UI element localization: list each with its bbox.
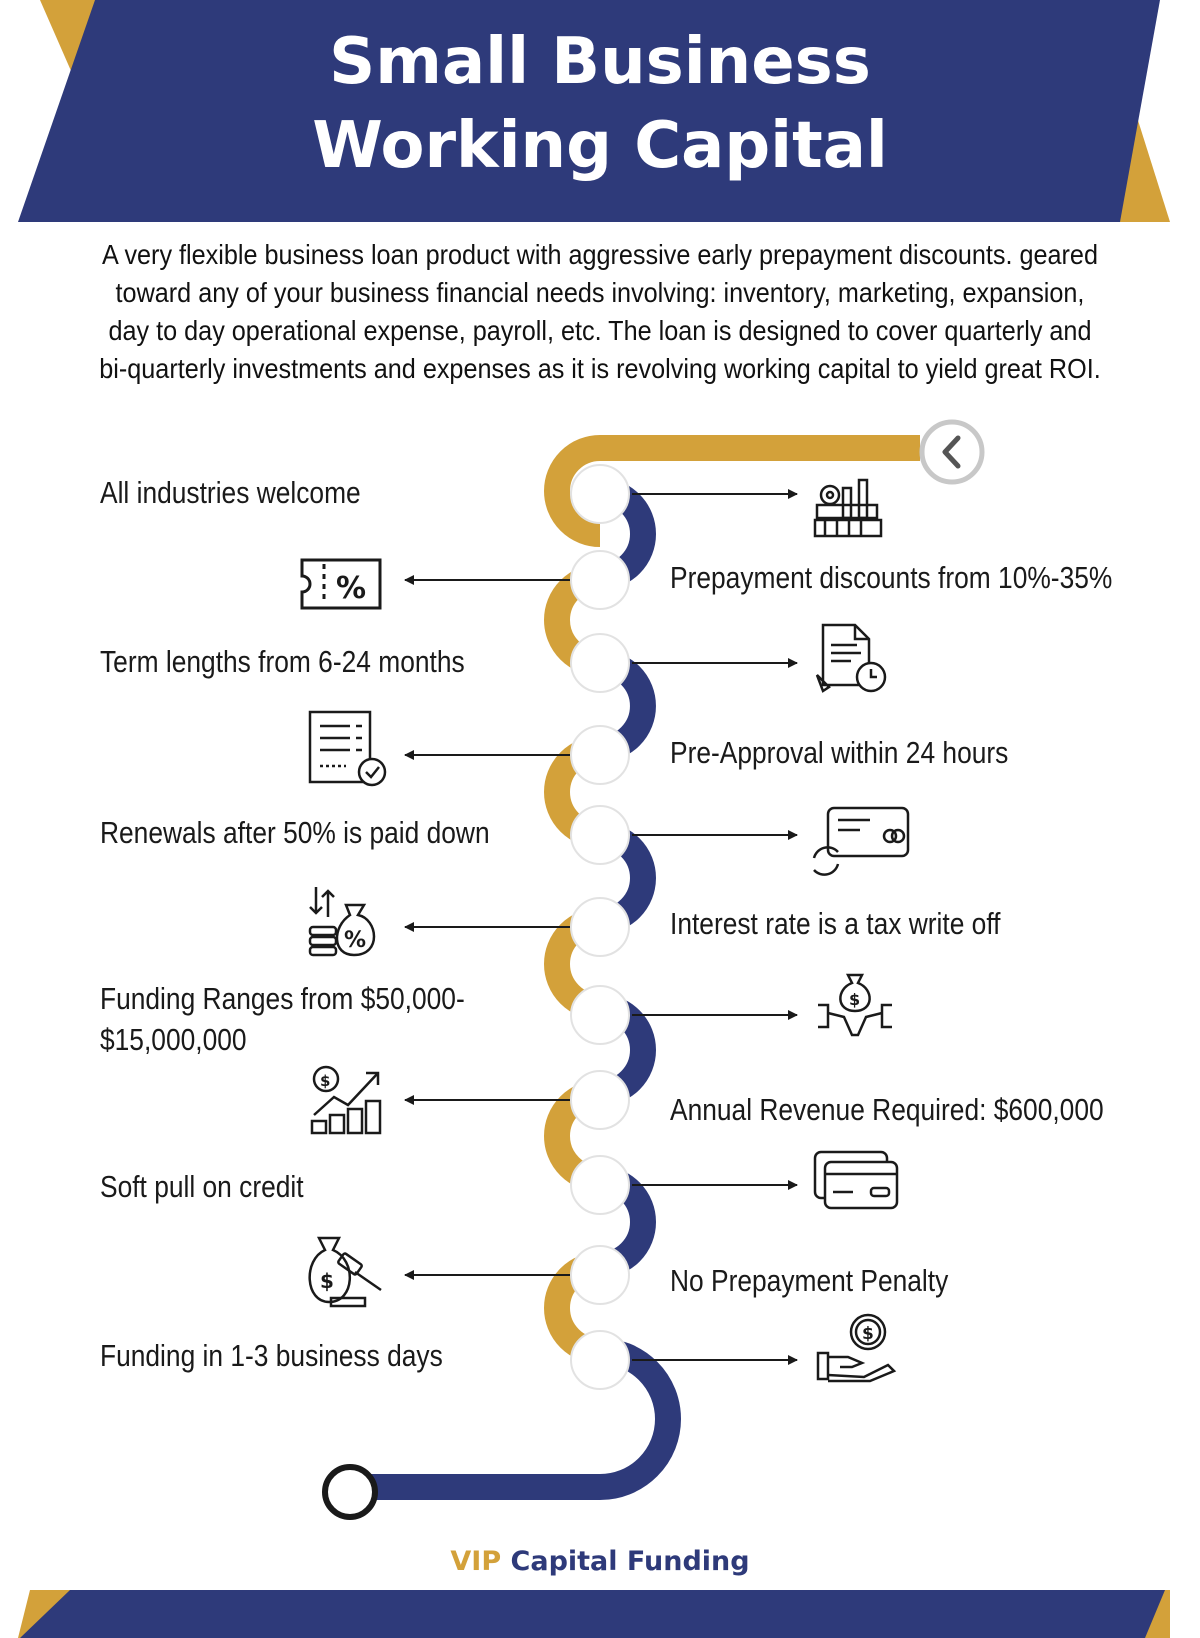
arrows-left xyxy=(405,580,570,1275)
feature-funding-ranges: Funding Ranges from $50,000- xyxy=(100,981,465,1016)
credit-cards-icon xyxy=(815,1152,897,1208)
money-bag-percent-icon xyxy=(310,887,374,955)
chevron-left-icon xyxy=(922,422,982,482)
svg-text:$: $ xyxy=(862,1324,874,1344)
hand-money-bag-icon xyxy=(818,975,892,1035)
timeline-end-marker xyxy=(325,1467,375,1517)
timeline-node xyxy=(571,1246,629,1304)
feature-renewals: Renewals after 50% is paid down xyxy=(100,815,490,850)
brand-name xyxy=(0,1546,1200,1577)
timeline-node xyxy=(571,1071,629,1129)
feature-funding-ranges-line2: $15,000,000 xyxy=(100,1022,247,1057)
feature-soft-pull: Soft pull on credit xyxy=(100,1169,304,1204)
feature-prepayment-discounts: Prepayment discounts from 10%-35% xyxy=(670,560,1113,595)
timeline-node xyxy=(571,551,629,609)
svg-text:$: $ xyxy=(849,990,861,1009)
intro-paragraph: A very flexible business loan product with aggressive early prepayment discounts. geared toward any of your business financial needs involving: inventory, marketing, expansion, day to day operational expense, payroll, etc. The loan is designed to cover quarterly and bi-quarterly investments and expenses as it is revolving working capital to yield great ROI. xyxy=(99,239,1101,384)
brand-vip: VIP xyxy=(450,1546,502,1577)
title-line-2: Working Capital xyxy=(312,109,888,183)
title-line-1: Small Business xyxy=(329,25,871,99)
timeline-node xyxy=(571,634,629,692)
timeline-node xyxy=(571,465,629,523)
svg-text:$: $ xyxy=(320,1269,334,1293)
svg-text:%: % xyxy=(336,571,367,606)
feature-annual-revenue: Annual Revenue Required: $600,000 xyxy=(670,1092,1104,1127)
feature-interest-rate: Interest rate is a tax write off xyxy=(670,906,1001,941)
hand-coin-icon xyxy=(818,1315,894,1381)
svg-text:%: % xyxy=(344,928,367,953)
feature-pre-approval: Pre-Approval within 24 hours xyxy=(670,735,1009,770)
feature-funding-days: Funding in 1-3 business days xyxy=(100,1338,443,1373)
feature-all-industries: All industries welcome xyxy=(100,475,361,510)
card-renew-icon xyxy=(814,808,908,875)
discount-ticket-icon xyxy=(302,560,380,608)
brand-capital-funding: Capital Funding xyxy=(510,1546,750,1577)
growth-chart-icon xyxy=(312,1067,380,1133)
timeline-node xyxy=(571,726,629,784)
feature-term-lengths: Term lengths from 6-24 months xyxy=(100,644,465,679)
footer-banner xyxy=(0,1585,1200,1638)
timeline-node xyxy=(571,1156,629,1214)
timeline-node xyxy=(571,1331,629,1389)
timeline-node xyxy=(571,806,629,864)
svg-text:$: $ xyxy=(320,1072,331,1090)
timeline-node xyxy=(571,986,629,1044)
money-bag-gavel-icon xyxy=(310,1238,381,1306)
factory-icon xyxy=(815,480,881,536)
document-clock-icon xyxy=(817,625,885,691)
feature-no-prepayment-penalty: No Prepayment Penalty xyxy=(670,1263,949,1298)
checklist-icon xyxy=(310,712,385,785)
timeline-node xyxy=(571,898,629,956)
navy-footer-bar xyxy=(20,1590,1165,1638)
